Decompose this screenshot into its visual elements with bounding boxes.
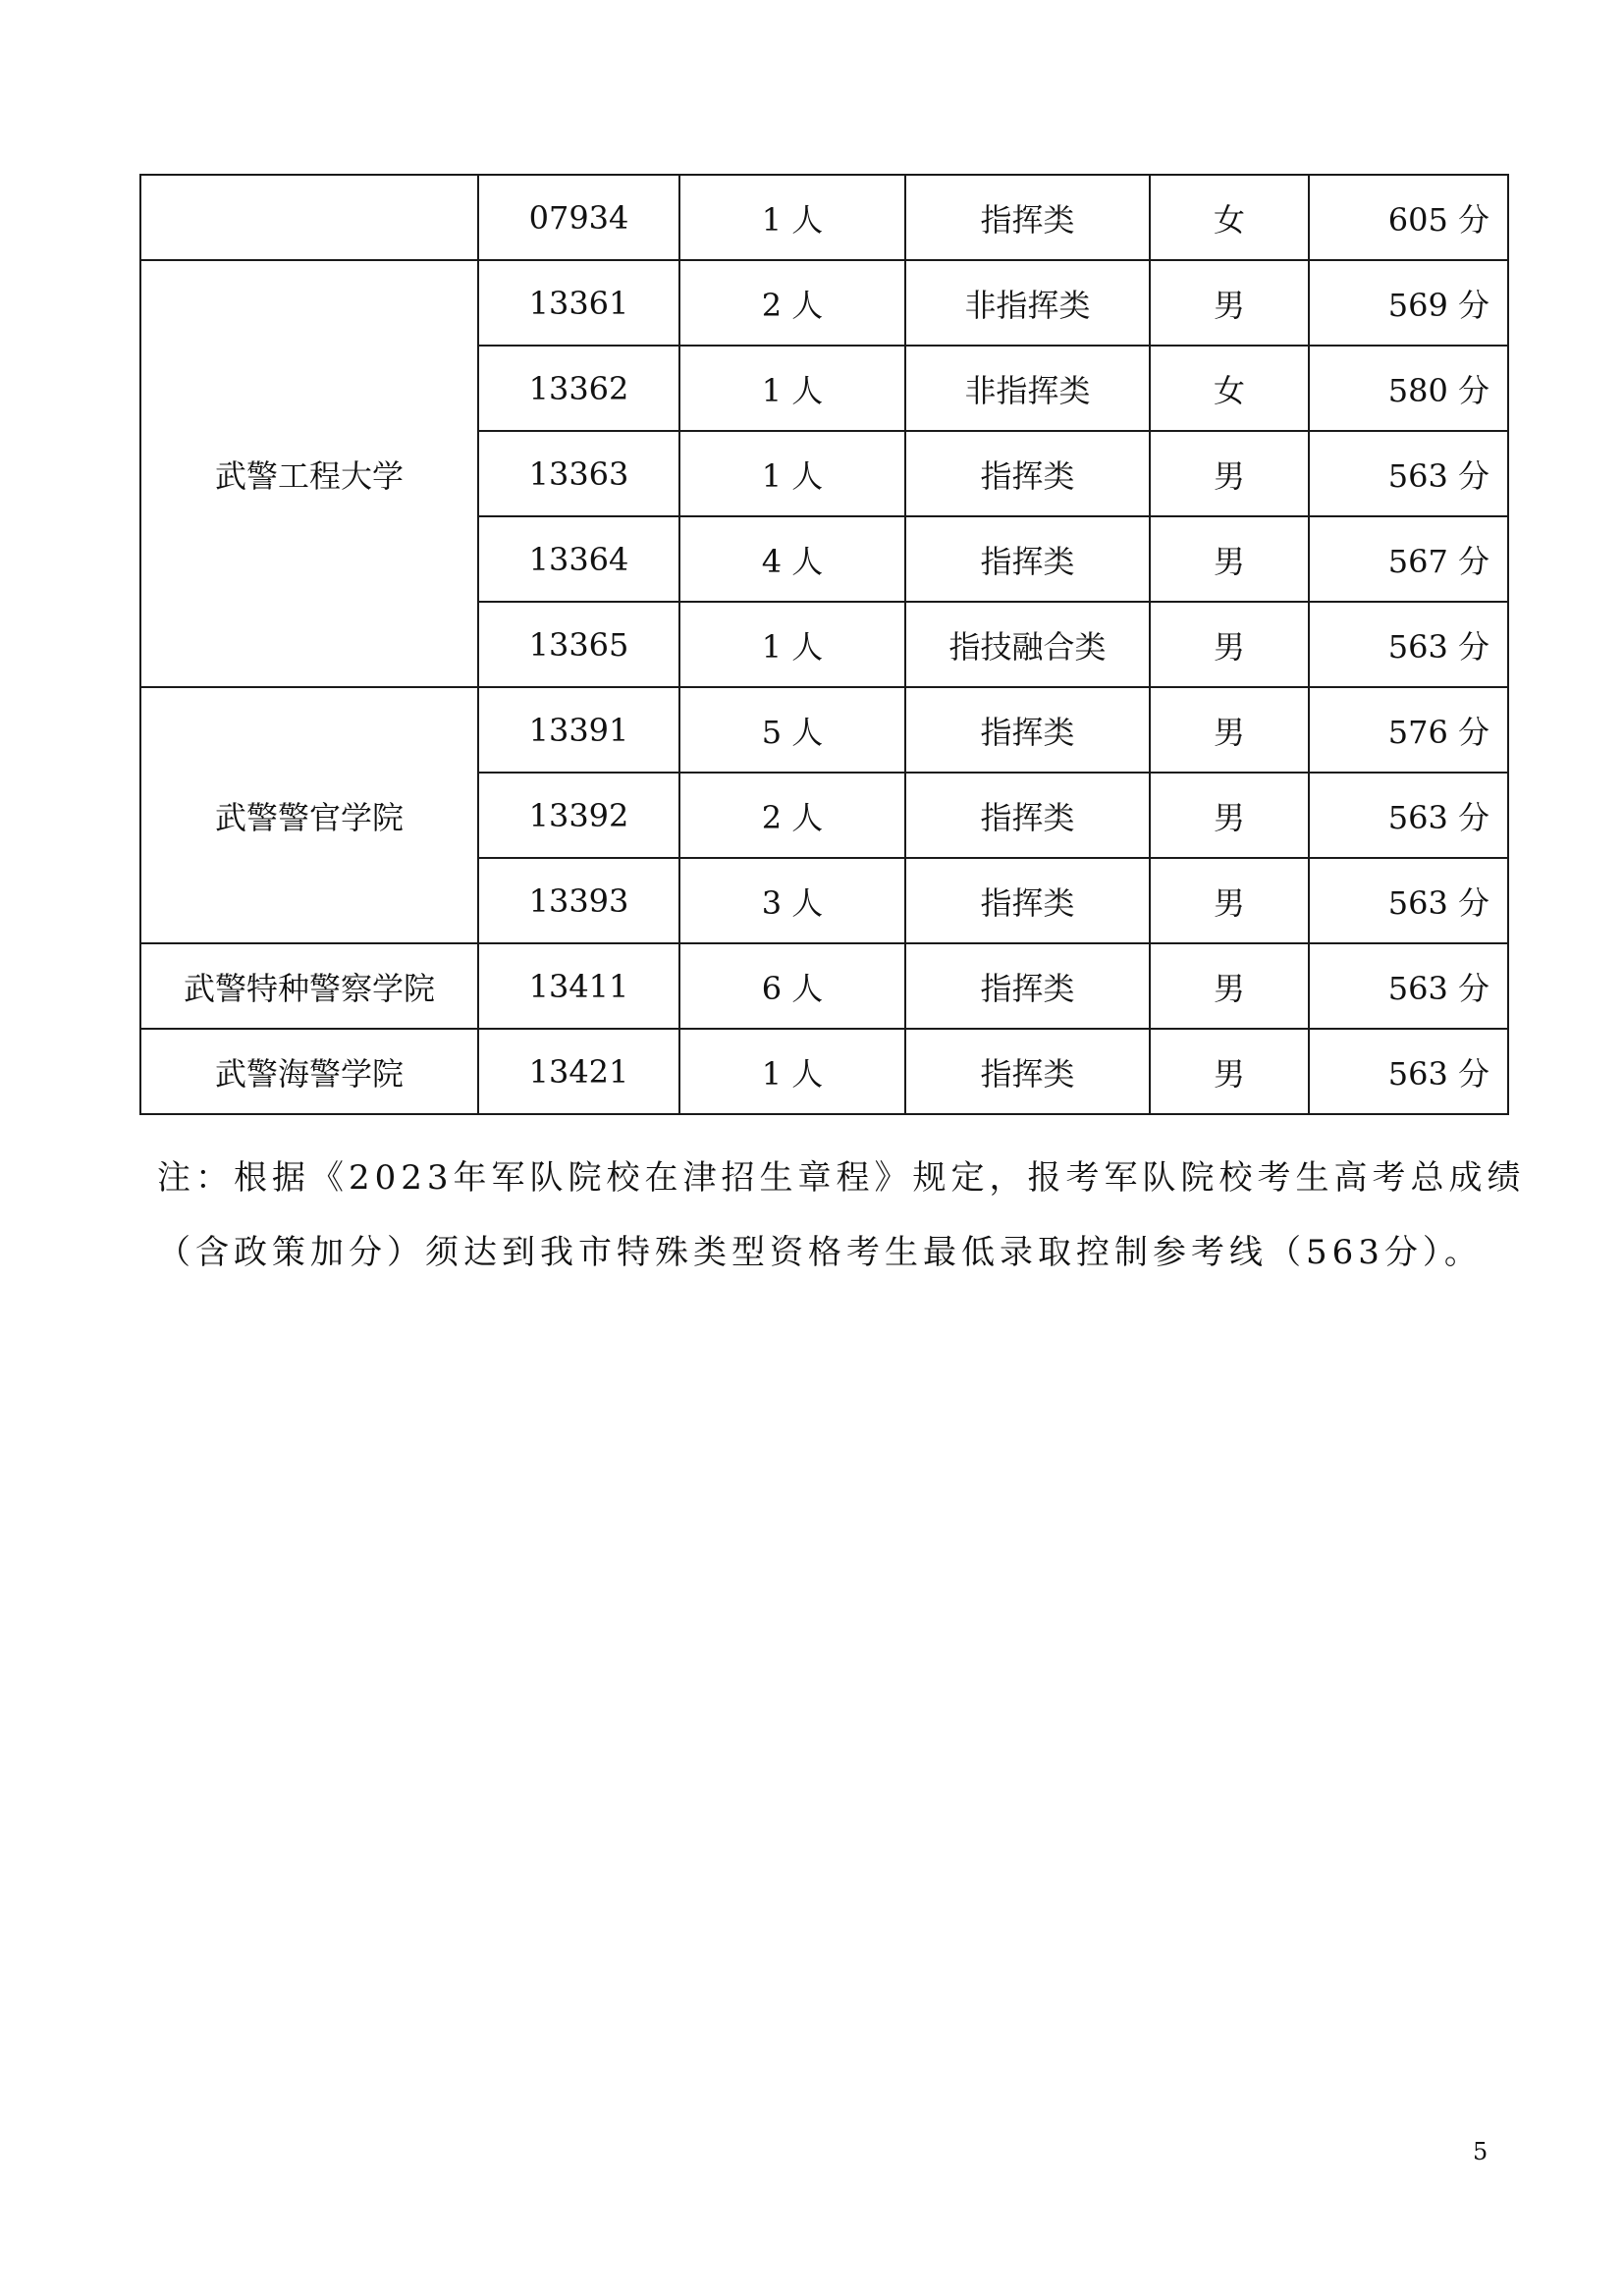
plan-count-cell: 3 人 (679, 858, 905, 943)
table-row (140, 1029, 1508, 1114)
major-code-cell: 13392 (478, 773, 679, 858)
plan-count-cell: 4 人 (679, 516, 905, 602)
school-cell: 武警海警学院 (140, 1029, 478, 1114)
category-cell: 非指挥类 (905, 346, 1150, 431)
table-row (140, 943, 1508, 1029)
table-row (140, 687, 1508, 773)
category-cell: 指挥类 (905, 858, 1150, 943)
gender-cell: 男 (1150, 602, 1309, 687)
plan-count-cell: 1 人 (679, 602, 905, 687)
gender-cell: 男 (1150, 1029, 1309, 1114)
score-cell: 567 分 (1309, 516, 1508, 602)
gender-cell: 男 (1150, 260, 1309, 346)
category-cell: 指挥类 (905, 943, 1150, 1029)
school-cell: 武警警官学院 (140, 687, 478, 943)
gender-cell: 女 (1150, 175, 1309, 260)
gender-cell: 男 (1150, 687, 1309, 773)
category-cell: 指挥类 (905, 175, 1150, 260)
major-code-cell: 13362 (478, 346, 679, 431)
category-cell: 指挥类 (905, 516, 1150, 602)
major-code-cell: 13411 (478, 943, 679, 1029)
plan-count-cell: 6 人 (679, 943, 905, 1029)
score-cell: 563 分 (1309, 1029, 1508, 1114)
category-cell: 指挥类 (905, 1029, 1150, 1114)
major-code-cell: 13365 (478, 602, 679, 687)
score-cell: 563 分 (1309, 431, 1508, 516)
plan-count-cell: 1 人 (679, 346, 905, 431)
gender-cell: 男 (1150, 943, 1309, 1029)
category-cell: 指挥类 (905, 431, 1150, 516)
school-cell (140, 175, 478, 260)
major-code-cell: 13421 (478, 1029, 679, 1114)
major-code-cell: 13361 (478, 260, 679, 346)
gender-cell: 男 (1150, 431, 1309, 516)
score-cell: 563 分 (1309, 943, 1508, 1029)
admission-score-table (139, 174, 1509, 1115)
table-row (140, 175, 1508, 260)
score-cell: 569 分 (1309, 260, 1508, 346)
major-code-cell: 07934 (478, 175, 679, 260)
major-code-cell: 13363 (478, 431, 679, 516)
major-code-cell: 13393 (478, 858, 679, 943)
score-cell: 563 分 (1309, 858, 1508, 943)
category-cell: 指挥类 (905, 687, 1150, 773)
score-cell: 563 分 (1309, 602, 1508, 687)
gender-cell: 男 (1150, 516, 1309, 602)
score-cell: 563 分 (1309, 773, 1508, 858)
school-cell: 武警工程大学 (140, 260, 478, 687)
score-cell: 580 分 (1309, 346, 1508, 431)
category-cell: 指技融合类 (905, 602, 1150, 687)
score-cell: 605 分 (1309, 175, 1508, 260)
plan-count-cell: 1 人 (679, 431, 905, 516)
gender-cell: 女 (1150, 346, 1309, 431)
footnote-line-2: （含政策加分）须达到我市特殊类型资格考生最低录取控制参考线（563分）。 (157, 1233, 1483, 1272)
category-cell: 非指挥类 (905, 260, 1150, 346)
major-code-cell: 13364 (478, 516, 679, 602)
plan-count-cell: 5 人 (679, 687, 905, 773)
category-cell: 指挥类 (905, 773, 1150, 858)
footnote-line-1: 注：根据《2023年军队院校在津招生章程》规定，报考军队院校考生高考总成绩 (157, 1158, 1526, 1198)
gender-cell: 男 (1150, 773, 1309, 858)
plan-count-cell: 1 人 (679, 175, 905, 260)
score-cell: 576 分 (1309, 687, 1508, 773)
plan-count-cell: 2 人 (679, 260, 905, 346)
plan-count-cell: 1 人 (679, 1029, 905, 1114)
page-number: 5 (1473, 2138, 1489, 2165)
major-code-cell: 13391 (478, 687, 679, 773)
table-row (140, 260, 1508, 346)
gender-cell: 男 (1150, 858, 1309, 943)
school-cell: 武警特种警察学院 (140, 943, 478, 1029)
plan-count-cell: 2 人 (679, 773, 905, 858)
